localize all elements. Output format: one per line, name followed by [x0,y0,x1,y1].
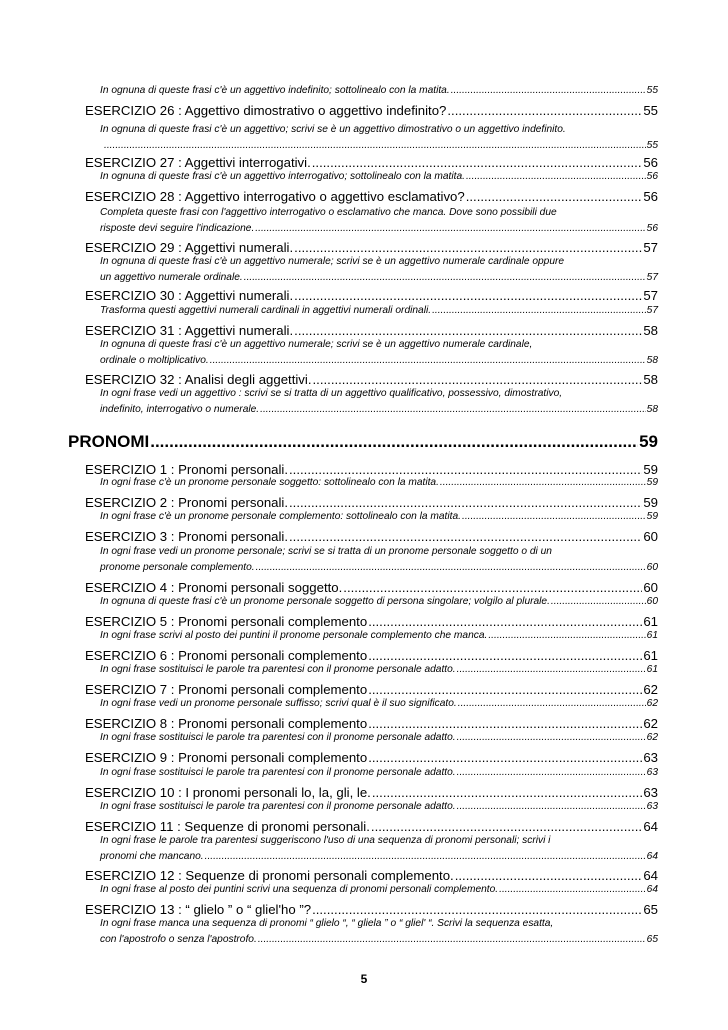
toc-entry-text: ESERCIZIO 11 : Sequenze di pronomi personali. [85,819,370,834]
toc-dot-leader [289,495,642,510]
toc-entry-text: In ognuna di queste frasi c'è un aggettivo indefinito; sottolinealo con la matita. [100,85,450,96]
toc-exercise-line [85,462,658,477]
toc-page-number: 63 [643,785,658,800]
toc-instruction-line [100,511,658,522]
toc-exercise-line [85,323,658,338]
toc-dot-leader [371,819,642,834]
toc-entry-text: indefinito, interrogativo o numerale. [100,404,260,415]
toc-entry-text: PRONOMI [68,432,150,451]
toc-entry-text: In ogni frase scrivi al posto dei puntini il pronome personale complemento che manca. [100,630,488,641]
toc-page-number: 62 [643,682,658,697]
toc-page-number: 61 [646,630,658,641]
toc-dot-leader [466,171,646,182]
toc-instruction-line [100,698,658,709]
toc-instruction-line [103,140,658,151]
toc-instruction-line: In ognuna di queste frasi c'è un aggettivo numerale; scrivi se è un aggettivo numerale cardinale oppure [100,256,565,267]
toc-instruction-line: In ogni frase vedi un pronome personale; scrivi se si tratta di un pronome personale soggetto o di un [100,546,552,557]
toc-page-number: 64 [643,868,658,883]
toc-dot-leader [499,884,646,895]
toc-page-number: 56 [646,223,658,234]
toc-exercise-line [85,495,658,510]
toc-entry-text: Trasforma questi aggettivi numerali cardinali in aggettivi numerali ordinali. [100,305,432,316]
toc-dot-leader [256,562,646,573]
toc-exercise-line [85,868,658,883]
toc-entry-text: con l'apostrofo o senza l'apostrofo. [100,934,257,945]
toc-page-number: 56 [646,171,658,182]
toc-instruction-line: In ogni frase vedi un aggettivo : scrivi se si tratta di un aggettivo qualificativo, possessivo, dimostrativo, [100,388,563,399]
toc-instruction-line [100,934,658,945]
toc-dot-leader [255,223,645,234]
toc-page-number: 64 [643,819,658,834]
toc-entry-text: un aggettivo numerale ordinale. [100,272,243,283]
toc-instruction-line [100,596,658,607]
toc-exercise-line [85,902,658,917]
toc-dot-leader [312,155,643,170]
toc-dot-leader [312,902,642,917]
toc-page-number: 55 [646,85,658,96]
toc-page-number: 55 [646,140,658,151]
toc-dot-leader [258,934,646,945]
toc-exercise-line [85,819,658,834]
toc-page-number: 59 [646,477,658,488]
toc-dot-leader [244,272,646,283]
toc-entry-text: ESERCIZIO 10 : I pronomi personali lo, la, gli, le. [85,785,371,800]
toc-entry-text: ESERCIZIO 32 : Analisi degli aggettivi. [85,372,312,387]
toc-dot-leader [260,404,646,415]
toc-entry-text: ESERCIZIO 9 : Pronomi personali complemento [85,750,368,765]
toc-page-number: 61 [646,664,658,675]
toc-dot-leader [372,785,642,800]
toc-entry-text: In ogni frase vedi un pronome personale suffisso; scrivi qual è il suo significato. [100,698,457,709]
toc-entry-text: pronomi che mancano. [100,851,204,862]
toc-entry-text: In ogni frase c'è un pronome personale soggetto: sottolinealo con la matita. [100,477,439,488]
toc-exercise-line [85,155,658,170]
toc-page-number: 65 [646,934,658,945]
toc-dot-leader [462,511,646,522]
toc-entry-text: ESERCIZIO 2 : Pronomi personali. [85,495,289,510]
toc-dot-leader [368,750,642,765]
toc-exercise-line [85,750,658,765]
toc-page-number: 60 [643,580,658,595]
toc-page-number: 58 [646,355,658,366]
toc-exercise-line [85,529,658,544]
toc-instruction-line: In ognuna di queste frasi c'è un aggettivo; scrivi se è un aggettivo dimostrativo o un aggettivo indefinito. [100,124,566,135]
page-number: 5 [360,972,368,986]
toc-page-number: 64 [646,851,658,862]
toc-entry-text: ESERCIZIO 12 : Sequenze di pronomi personali complemento. [85,868,454,883]
toc-page-number: 58 [646,404,658,415]
toc-dot-leader [457,664,646,675]
toc-dot-leader [210,355,646,366]
toc-instruction-line [100,767,658,778]
toc-entry-text: In ognuna di queste frasi c'è un pronome personale soggetto di persona singolare; volgilo al plurale. [100,596,550,607]
toc-chapter-line [68,432,658,452]
toc-instruction-line [100,562,658,573]
toc-entry-text: In ogni frase sostituisci le parole tra parentesi con il pronome personale adatto. [100,732,456,743]
toc-dot-leader [368,716,642,731]
toc-exercise-line [85,785,658,800]
toc-dot-leader [455,868,643,883]
toc-page-number: 61 [643,614,658,629]
toc-page-number: 57 [643,288,658,303]
toc-page-number: 63 [646,801,658,812]
toc-instruction-line [100,477,658,488]
toc-dot-leader [368,682,642,697]
toc-page-number: 60 [643,529,658,544]
toc-dot-leader [150,432,638,452]
toc-page-number: 61 [643,648,658,663]
toc-instruction-line: In ogni frase manca una sequenza di pronomi “ glielo “, “ gliela ” o “ gliel' “. Scrivi la sequenza esatta, [100,918,554,929]
toc-instruction-line [100,272,658,283]
toc-instruction-line: In ognuna di queste frasi c'è un aggettivo numerale; scrivi se è un aggettivo numerale cardinale, [100,339,533,350]
toc-exercise-line [85,288,658,303]
toc-entry-text: ESERCIZIO 6 : Pronomi personali complemento [85,648,368,663]
toc-instruction-line [100,732,658,743]
toc-instruction-line [100,884,658,895]
toc-entry-text: pronome personale complemento. [100,562,255,573]
toc-page-number: 60 [646,596,658,607]
toc-entry-text: In ogni frase c'è un pronome personale complemento: sottolinealo con la matita. [100,511,461,522]
toc-instruction-line [100,404,658,415]
toc-dot-leader [447,103,642,118]
toc-entry-text: ordinale o moltiplicativo. [100,355,209,366]
toc-page-number: 62 [643,716,658,731]
toc-entry-text: ESERCIZIO 31 : Aggettivi numerali. [85,323,294,338]
toc-page-number: 65 [643,902,658,917]
toc-entry-text: In ogni frase sostituisci le parole tra parentesi con il pronome personale adatto. [100,664,456,675]
toc-dot-leader [551,596,646,607]
toc-exercise-line [85,240,658,255]
toc-exercise-line [85,614,658,629]
toc-page-number: 58 [643,372,658,387]
toc-entry-text: ESERCIZIO 27 : Aggettivi interrogativi. [85,155,311,170]
toc-exercise-line [85,103,658,118]
toc-instruction-line [100,630,658,641]
toc-dot-leader [457,767,646,778]
toc-dot-leader [458,698,646,709]
toc-entry-text: ESERCIZIO 4 : Pronomi personali soggetto. [85,580,343,595]
toc-instruction-line [100,171,658,182]
toc-instruction-line [100,851,658,862]
toc-page-number: 60 [646,562,658,573]
toc-instruction-line [100,355,658,366]
toc-page-number: 59 [639,432,658,451]
toc-page-number: 64 [646,884,658,895]
toc-entry-text: In ognuna di queste frasi c'è un aggettivo interrogativo; sottolinealo con la matita. [100,171,465,182]
toc-dot-leader [368,648,642,663]
toc-exercise-line [85,372,658,387]
toc-dot-leader [289,462,642,477]
toc-page-number: 55 [643,103,658,118]
toc-dot-leader [432,305,646,316]
toc-dot-leader [457,801,646,812]
toc-dot-leader [343,580,642,595]
toc-page-number: 62 [646,732,658,743]
toc-dot-leader [457,732,646,743]
toc-page-number: 63 [646,767,658,778]
toc-dot-leader [451,85,646,96]
toc-dot-leader [104,140,646,151]
toc-page-number: 58 [643,323,658,338]
toc-exercise-line [85,682,658,697]
toc-dot-leader [205,851,646,862]
toc-dot-leader [294,323,642,338]
toc-entry-text: ESERCIZIO 28 : Aggettivo interrogativo o aggettivo esclamativo? [85,189,465,204]
toc-page-number: 57 [646,305,658,316]
toc-dot-leader [368,614,642,629]
toc-dot-leader [313,372,643,387]
toc-instruction-line [100,305,658,316]
toc-page-number: 59 [646,511,658,522]
toc-page-number: 56 [643,189,658,204]
toc-entry-text: In ogni frase sostituisci le parole tra parentesi con il pronome personale adatto. [100,801,456,812]
toc-instruction-line [100,223,658,234]
toc-instruction-line: In ogni frase le parole tra parentesi suggeriscono l'uso di una sequenza di pronomi personali; scrivi i [100,835,551,846]
toc-entry-text: ESERCIZIO 5 : Pronomi personali complemento [85,614,368,629]
toc-entry-text: ESERCIZIO 1 : Pronomi personali. [85,462,289,477]
toc-page-number: 63 [643,750,658,765]
toc-page-number: 59 [643,462,658,477]
toc-page-number: 57 [646,272,658,283]
toc-page-number: 62 [646,698,658,709]
toc-entry-text: risposte devi seguire l'indicazione. [100,223,255,234]
toc-instruction-line [100,801,658,812]
toc-entry-text: ESERCIZIO 8 : Pronomi personali complemento [85,716,368,731]
toc-instruction-line [100,85,658,96]
toc-entry-text: In ogni frase sostituisci le parole tra parentesi con il pronome personale adatto. [100,767,456,778]
toc-exercise-line [85,189,658,204]
toc-entry-text: ESERCIZIO 29 : Aggettivi numerali. [85,240,294,255]
toc-dot-leader [294,288,642,303]
toc-entry-text: ESERCIZIO 26 : Aggettivo dimostrativo o aggettivo indefinito? [85,103,447,118]
toc-exercise-line [85,580,658,595]
toc-dot-leader [488,630,645,641]
toc-entry-text: ESERCIZIO 30 : Aggettivi numerali. [85,288,294,303]
toc-entry-text: ESERCIZIO 13 : “ glielo ” o “ gliel'ho ”? [85,902,312,917]
toc-dot-leader [289,529,642,544]
toc-exercise-line [85,716,658,731]
toc-entry-text: In ogni frase al posto dei puntini scrivi una sequenza di pronomi personali complemento. [100,884,499,895]
toc-entry-text: ESERCIZIO 7 : Pronomi personali complemento [85,682,368,697]
toc-entry-text: ESERCIZIO 3 : Pronomi personali. [85,529,289,544]
toc-dot-leader [294,240,642,255]
toc-instruction-line [100,664,658,675]
toc-dot-leader [440,477,646,488]
toc-page-number: 56 [643,155,658,170]
toc-page-number: 59 [643,495,658,510]
toc-instruction-line: Completa queste frasi con l'aggettivo interrogativo o esclamativo che manca. Dove sono possibili due [100,207,557,218]
toc-page-number: 57 [643,240,658,255]
toc-exercise-line [85,648,658,663]
toc-dot-leader [466,189,643,204]
